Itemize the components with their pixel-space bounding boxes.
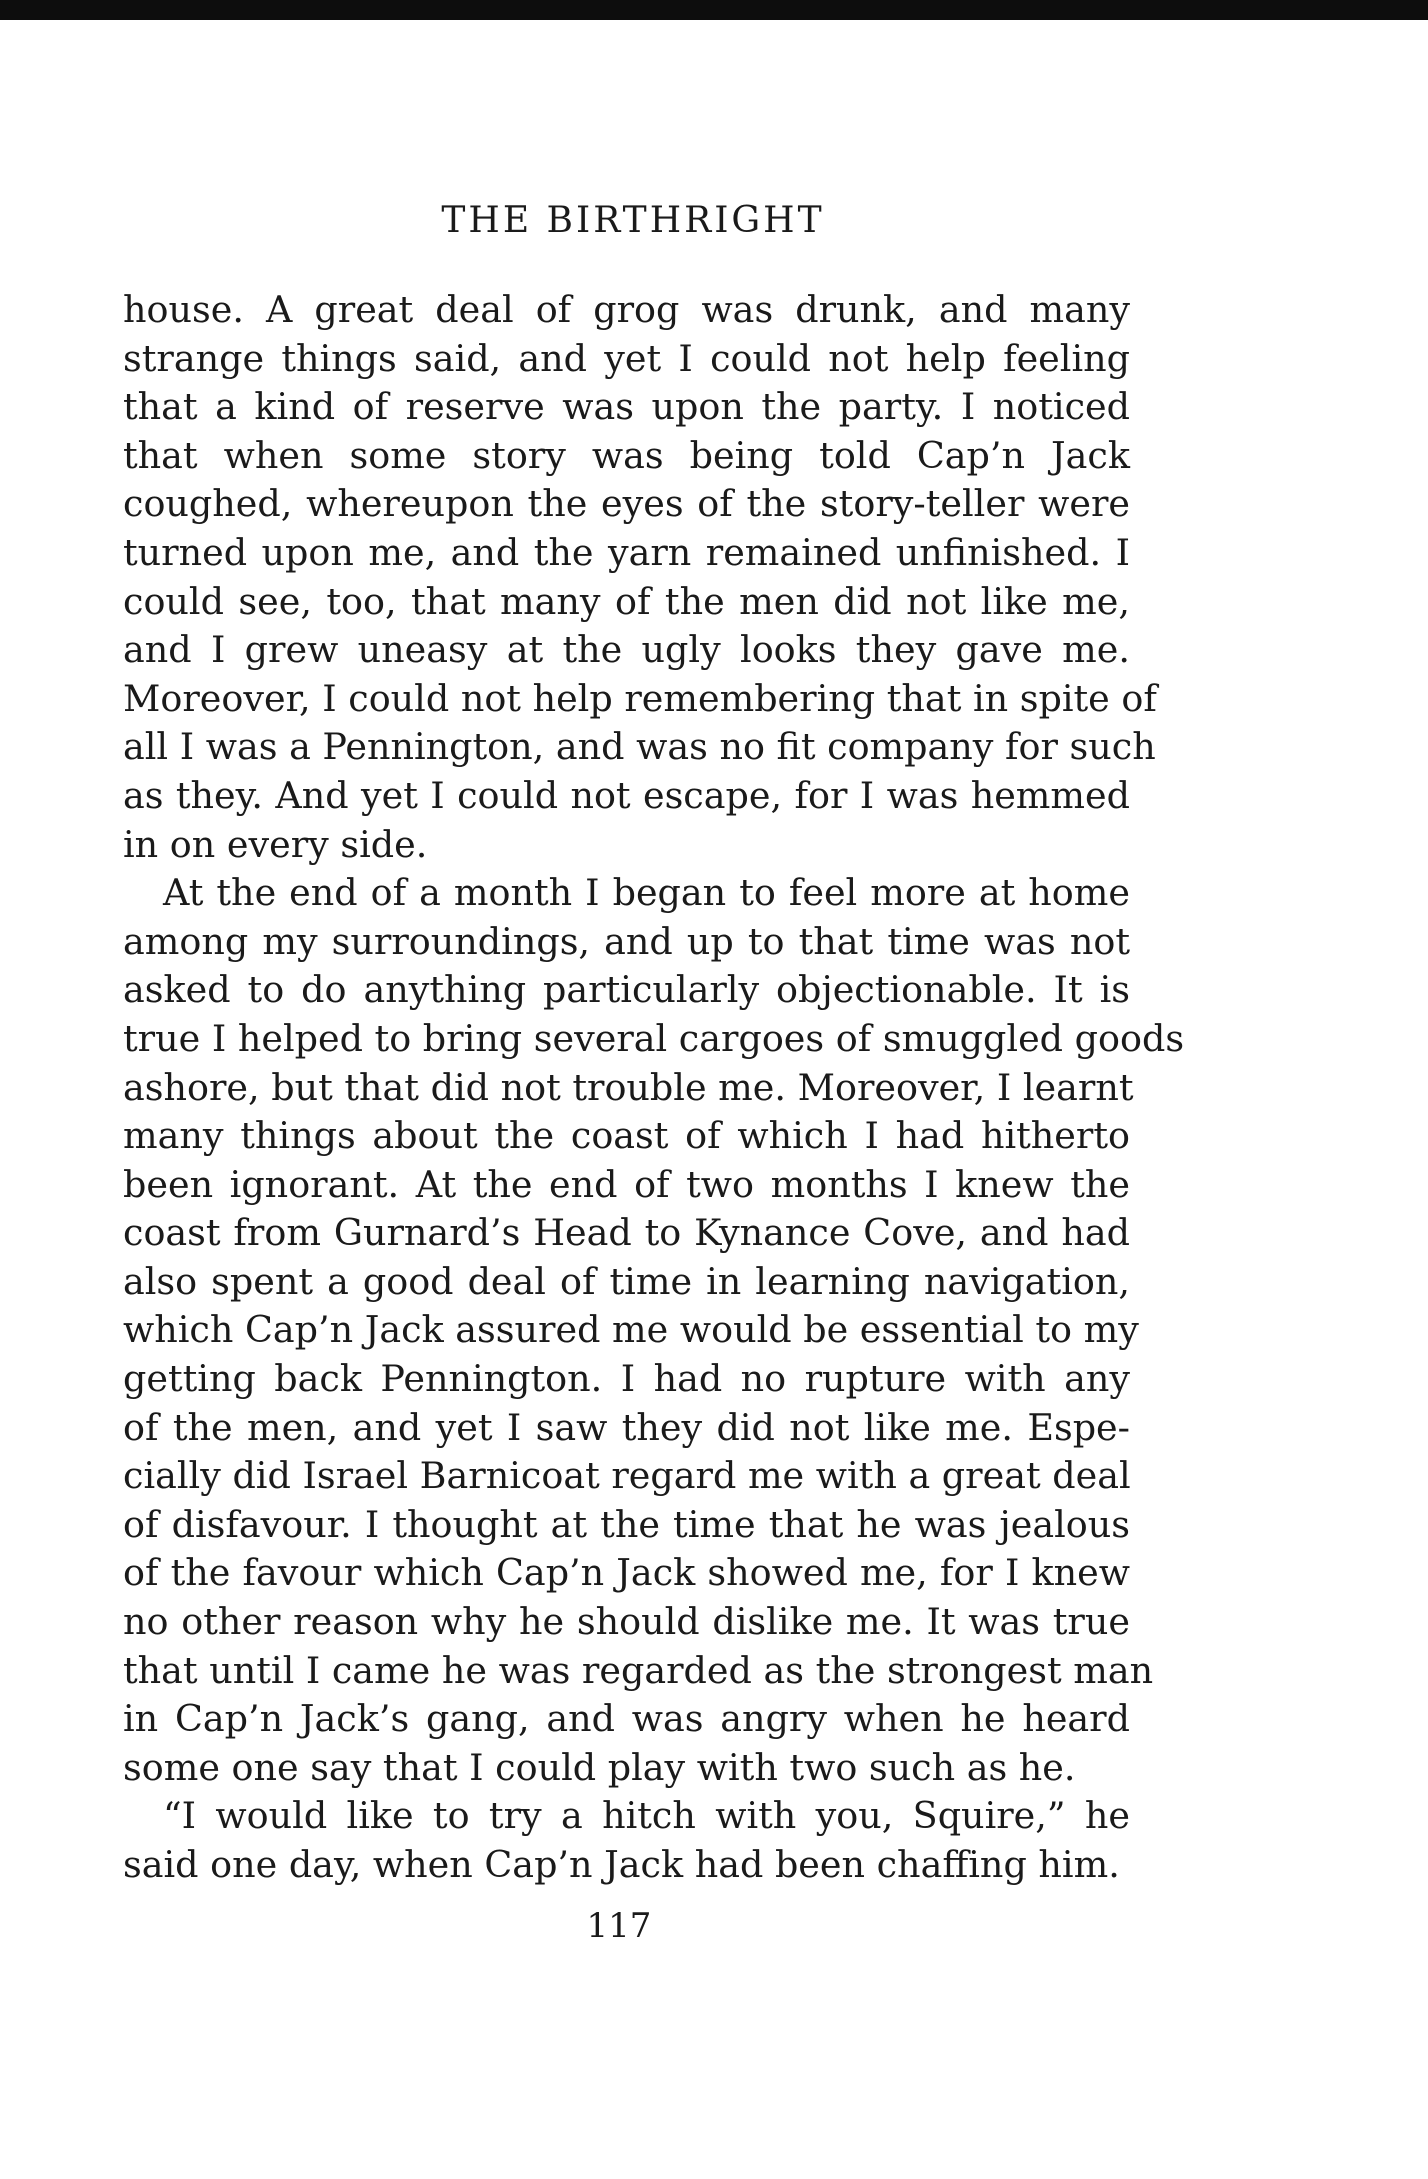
text-line: and I grew uneasy at the ugly looks they gave me.	[123, 628, 1130, 672]
text-line: in Cap’n Jack’s gang, and was angry when he heard	[123, 1697, 1130, 1741]
text-line: ashore, but that did not trouble me. Moreover, I learnt	[123, 1065, 1134, 1109]
text-line: of the men, and yet I saw they did not like me. Espe-	[123, 1405, 1130, 1449]
text-line: strange things said, and yet I could not help feeling	[123, 336, 1130, 380]
text-line: among my surroundings, and up to that time was not	[123, 919, 1130, 963]
text-line: of the favour which Cap’n Jack showed me, for I knew	[123, 1551, 1130, 1595]
page-top-edge	[0, 0, 1428, 20]
text-line: could see, too, that many of the men did not like me,	[123, 579, 1130, 623]
text-line: no other reason why he should dislike me. It was true	[123, 1600, 1130, 1644]
text-line: coughed, whereupon the eyes of the story-teller were	[123, 482, 1130, 526]
text-line: all I was a Pennington, and was no fit company for such	[123, 725, 1156, 769]
text-line: of disfavour. I thought at the time that he was jealous	[123, 1502, 1130, 1546]
text-line: many things about the coast of which I had hitherto	[123, 1114, 1130, 1158]
text-line: “I would like to try a hitch with you, Squire,” he	[163, 1794, 1130, 1838]
text-line: At the end of a month I began to feel more at home	[163, 871, 1130, 915]
text-line: as they. And yet I could not escape, for I was hemmed	[123, 773, 1130, 817]
text-line: also spent a good deal of time in learning navigation,	[123, 1259, 1130, 1303]
text-line: that until I came he was regarded as the strongest man	[123, 1648, 1154, 1692]
page-number: 117	[586, 1906, 652, 1946]
text-line: getting back Pennington. I had no rupture with any	[123, 1357, 1130, 1401]
paragraph-3	[123, 1792, 1130, 1889]
text-line: been ignorant. At the end of two months I knew the	[123, 1162, 1130, 1206]
text-line: house. A great deal of grog was drunk, and many	[123, 288, 1130, 331]
text-line: in on every side.	[123, 822, 428, 866]
text-line: that a kind of reserve was upon the party. I noticed	[123, 385, 1130, 429]
paragraph-1	[123, 286, 1157, 869]
text-line: turned upon me, and the yarn remained unfinished. I	[123, 530, 1130, 574]
text-line: which Cap’n Jack assured me would be essential to my	[123, 1308, 1139, 1352]
text-line: cially did Israel Barnicoat regard me with a great deal	[123, 1454, 1131, 1498]
text-line: that when some story was being told Cap’n Jack	[123, 433, 1130, 477]
text-line: some one say that I could play with two such as he.	[123, 1745, 1076, 1789]
text-line: said one day, when Cap’n Jack had been chaffing him.	[123, 1843, 1120, 1886]
paragraph-2	[123, 869, 1185, 1792]
text-line: asked to do anything particularly objectionable. It is	[123, 968, 1130, 1012]
text-line: true I helped to bring several cargoes of smuggled goods	[123, 1016, 1185, 1060]
text-line: coast from Gurnard’s Head to Kynance Cove, and had	[123, 1211, 1130, 1255]
running-head: THE BIRTHRIGHT	[441, 200, 825, 241]
body-text	[123, 286, 1185, 1890]
text-line: Moreover, I could not help remembering that in spite of	[123, 676, 1157, 720]
